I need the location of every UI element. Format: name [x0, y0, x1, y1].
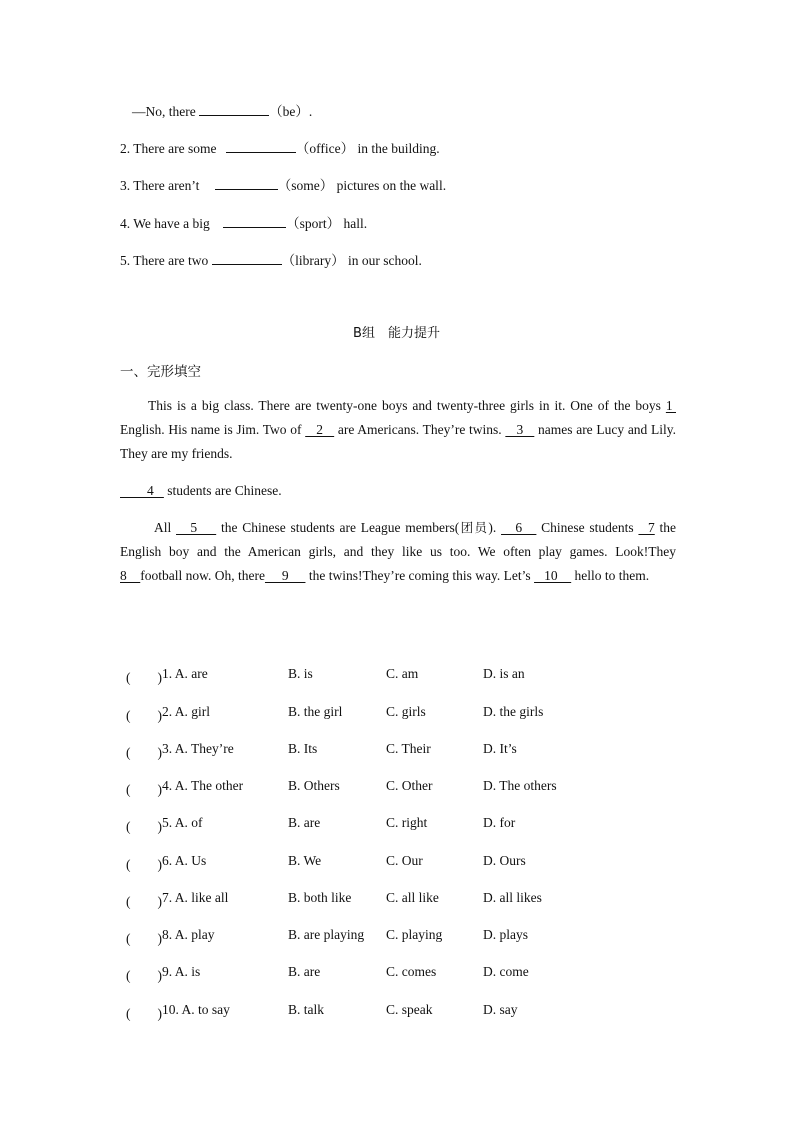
answer-parentheses[interactable]: ( ): [126, 1006, 162, 1021]
option-b[interactable]: B. the girl: [288, 704, 343, 719]
question-row: [120, 927, 680, 947]
option-c[interactable]: C. playing: [386, 927, 443, 942]
passage-text-cjk: 团员: [459, 520, 489, 535]
answer-blank[interactable]: [226, 138, 296, 153]
option-c[interactable]: C. right: [386, 815, 428, 830]
passage-text: names are Lucy and Lily. They are my friends.: [120, 422, 677, 461]
option-c[interactable]: C. girls: [386, 704, 426, 719]
exercise-suffix: in our school.: [344, 253, 422, 268]
question-row: [120, 1002, 680, 1022]
option-a[interactable]: 9. A. is: [162, 964, 201, 979]
passage-text: students are Chinese.: [163, 483, 282, 498]
option-a[interactable]: 2. A. girl: [162, 704, 211, 719]
cloze-blank-4[interactable]: 4: [120, 483, 164, 498]
exercise-suffix: in the building.: [354, 141, 440, 156]
answer-blank[interactable]: [215, 175, 278, 190]
answer-blank[interactable]: [212, 250, 282, 265]
exercise-1-continued: [132, 100, 312, 120]
cloze-blank-5[interactable]: 5: [176, 520, 217, 535]
passage-text: Chinese students: [536, 520, 639, 535]
passage-text: are Americans. They’re twins.: [334, 422, 506, 437]
option-d[interactable]: D. Ours: [483, 853, 526, 868]
passage-text: ).: [488, 520, 502, 535]
exercise-3: [120, 174, 446, 194]
option-a[interactable]: 5. A. of: [162, 815, 203, 830]
option-d[interactable]: D. plays: [483, 927, 528, 942]
question-row: [120, 741, 680, 761]
option-a[interactable]: 8. A. play: [162, 927, 215, 942]
option-b[interactable]: B. Others: [288, 778, 340, 793]
passage-text: the Chinese students are League members(: [216, 520, 460, 535]
option-c[interactable]: C. Other: [386, 778, 433, 793]
option-c[interactable]: C. Our: [386, 853, 423, 868]
cloze-blank-10[interactable]: 10: [534, 568, 572, 583]
exercise-text: 4. We have a big: [120, 216, 214, 231]
exercise-4: [120, 212, 367, 232]
exercise-5: [120, 249, 422, 269]
passage-text: All: [154, 520, 177, 535]
option-b[interactable]: B. Its: [288, 741, 318, 756]
exercise-text: —No, there: [132, 104, 200, 119]
option-d[interactable]: D. say: [483, 1002, 518, 1017]
option-a[interactable]: 10. A. to say: [162, 1002, 230, 1017]
exercise-2: [120, 137, 440, 157]
option-d[interactable]: D. the girls: [483, 704, 544, 719]
question-row: [120, 704, 680, 724]
exercise-text: 2. There are some: [120, 141, 220, 156]
section-title: B组 能力提升: [353, 326, 440, 341]
option-a[interactable]: 1. A. are: [162, 666, 208, 681]
answer-parentheses[interactable]: ( ): [126, 670, 162, 685]
passage-text: football now. Oh, there: [140, 568, 265, 583]
question-row: [120, 666, 680, 686]
answer-parentheses[interactable]: ( ): [126, 782, 162, 797]
answer-parentheses[interactable]: ( ): [126, 968, 162, 983]
option-b[interactable]: B. both like: [288, 890, 352, 905]
cloze-blank-2[interactable]: 2: [305, 422, 335, 437]
option-a[interactable]: 6. A. Us: [162, 853, 207, 868]
answer-parentheses[interactable]: ( ): [126, 857, 162, 872]
answer-parentheses[interactable]: ( ): [126, 931, 162, 946]
cloze-blank-7[interactable]: 7: [638, 520, 655, 535]
option-d[interactable]: D. The others: [483, 778, 557, 793]
answer-parentheses[interactable]: ( ): [126, 745, 162, 760]
section-subtitle: 一、完形填空: [120, 364, 201, 380]
question-row: [120, 890, 680, 910]
passage-text: the twins!They’re coming this way. Let’s: [305, 568, 535, 583]
passage-text: This is a big class. There are twenty-one boys and twenty-three girls in it. One of the boys: [148, 398, 666, 413]
option-d[interactable]: D. It’s: [483, 741, 517, 756]
answer-parentheses[interactable]: ( ): [126, 708, 162, 723]
option-a[interactable]: 4. A. The other: [162, 778, 244, 793]
exercise-hint: （some）: [277, 178, 334, 193]
exercise-suffix: pictures on the wall.: [333, 178, 447, 193]
option-c[interactable]: C. comes: [386, 964, 437, 979]
exercise-text: 5. There are two: [120, 253, 212, 268]
cloze-blank-6[interactable]: 6: [501, 520, 537, 535]
option-c[interactable]: C. Their: [386, 741, 431, 756]
option-d[interactable]: D. come: [483, 964, 529, 979]
passage-text: hello to them.: [571, 568, 650, 583]
option-a[interactable]: 3. A. They’re: [162, 741, 234, 756]
exercise-hint: （sport）: [286, 216, 341, 231]
answer-parentheses[interactable]: ( ): [126, 819, 162, 834]
option-b[interactable]: B. is: [288, 666, 313, 681]
answer-blank[interactable]: [199, 101, 269, 116]
exercise-text: 3. There aren’t: [120, 178, 203, 193]
cloze-blank-3[interactable]: 3: [505, 422, 535, 437]
option-c[interactable]: C. all like: [386, 890, 439, 905]
option-b[interactable]: B. talk: [288, 1002, 324, 1017]
option-d[interactable]: D. is an: [483, 666, 525, 681]
option-c[interactable]: C. speak: [386, 1002, 433, 1017]
exercise-hint: （office）: [295, 141, 355, 156]
option-a[interactable]: 7. A. like all: [162, 890, 229, 905]
passage-paragraph-1: [120, 394, 676, 466]
option-b[interactable]: B. are: [288, 964, 321, 979]
option-c[interactable]: C. am: [386, 666, 419, 681]
cloze-blank-9[interactable]: 9: [264, 568, 306, 583]
option-b[interactable]: B. We: [288, 853, 322, 868]
exercise-hint: （be）.: [269, 104, 313, 119]
cloze-blank-1[interactable]: 1: [665, 398, 676, 413]
passage-text: the English boy and the American girls, and they like us too. We often play games. Look!They: [120, 520, 677, 559]
exercise-suffix: hall.: [340, 216, 368, 231]
answer-parentheses[interactable]: ( ): [126, 894, 162, 909]
option-d[interactable]: D. for: [483, 815, 516, 830]
answer-blank[interactable]: [223, 213, 286, 228]
passage-paragraph-3: [120, 516, 676, 588]
question-row: [120, 778, 680, 798]
option-b[interactable]: B. are playing: [288, 927, 365, 942]
cloze-blank-8[interactable]: 8: [120, 568, 141, 583]
option-b[interactable]: B. are: [288, 815, 321, 830]
question-row: [120, 853, 680, 873]
exercise-hint: （library）: [281, 253, 345, 268]
question-row: [120, 964, 680, 984]
question-row: [120, 815, 680, 835]
passage-text: English. His name is Jim. Two of: [120, 422, 306, 437]
passage-paragraph-2: [120, 479, 676, 503]
option-d[interactable]: D. all likes: [483, 890, 542, 905]
